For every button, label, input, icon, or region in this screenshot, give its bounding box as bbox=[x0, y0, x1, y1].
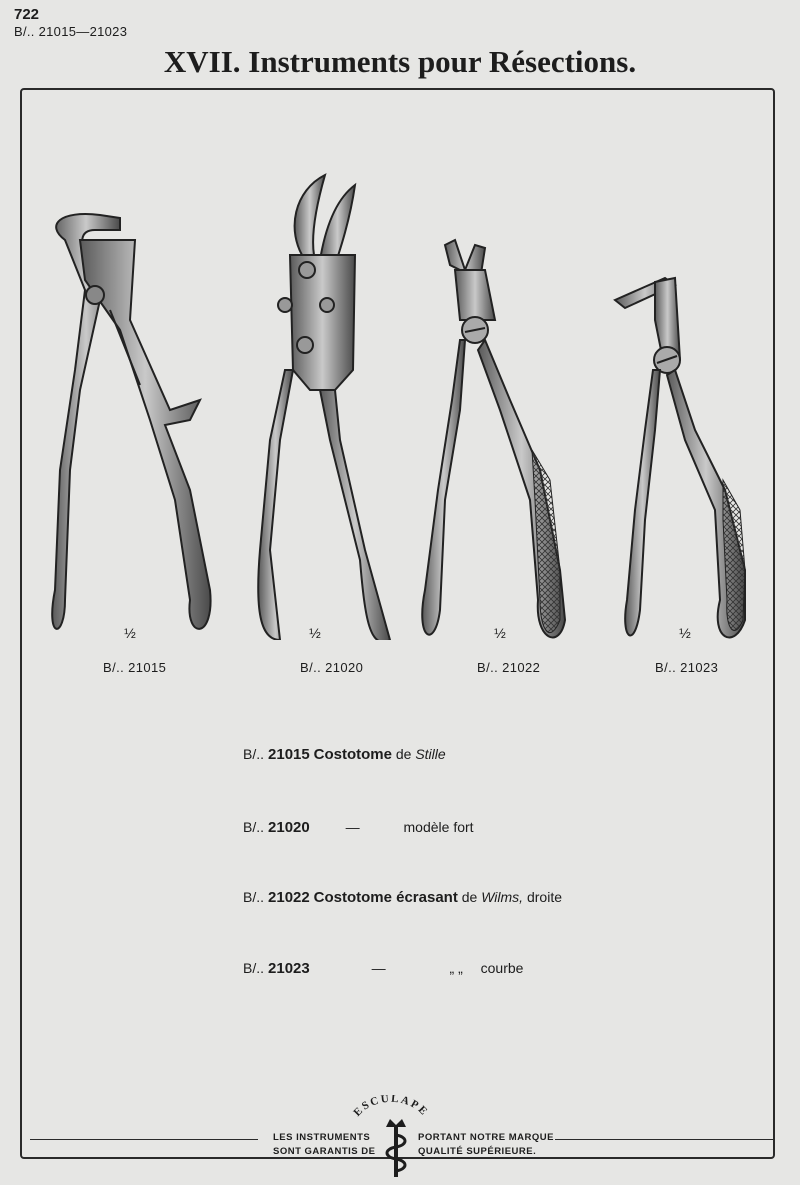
desc-suffix: courbe bbox=[480, 960, 524, 976]
footer-right-text bbox=[418, 1131, 554, 1159]
scale-label: ½ bbox=[494, 625, 506, 641]
desc-name: Costotome bbox=[313, 746, 392, 763]
desc-connector: — bbox=[371, 960, 386, 976]
desc-prefix: B/.. bbox=[243, 746, 265, 762]
desc-ditto: „ „ bbox=[449, 960, 463, 976]
instrument-21015 bbox=[40, 170, 220, 660]
desc-number: 21015 bbox=[268, 746, 310, 763]
page-number: 722 bbox=[14, 6, 40, 23]
rongeur-pliers-icon bbox=[40, 170, 220, 640]
catalog-range: B/.. 21015—21023 bbox=[14, 24, 128, 39]
staff-of-asclepius-icon bbox=[376, 1117, 416, 1179]
ref-label-21015: B/.. 21015 bbox=[103, 660, 167, 675]
desc-author: Stille bbox=[415, 746, 446, 762]
page-title: XVII. Instruments pour Résections. bbox=[163, 44, 637, 79]
footer-trademark bbox=[20, 1095, 775, 1175]
ref-label-21020: B/.. 21020 bbox=[300, 660, 364, 675]
ref-label-21023: B/.. 21023 bbox=[655, 660, 719, 675]
bone-cutter-icon bbox=[225, 170, 405, 640]
desc-number: 21020 bbox=[268, 819, 310, 836]
desc-suffix: modèle fort bbox=[403, 819, 474, 835]
description-21015 bbox=[243, 746, 446, 763]
footer-left-text bbox=[273, 1131, 375, 1159]
description-21023 bbox=[243, 960, 523, 977]
footer-right-line1: PORTANT NOTRE MARQUE bbox=[418, 1132, 554, 1143]
brand-name: ESCULAPE bbox=[351, 1095, 431, 1119]
scale-label: ½ bbox=[679, 625, 691, 641]
curved-costotome-icon bbox=[595, 170, 775, 640]
desc-name: Costotome écrasant bbox=[313, 889, 458, 906]
footer-left-line1: LES INSTRUMENTS bbox=[273, 1132, 371, 1143]
svg-text:ESCULAPE bbox=[351, 1095, 430, 1119]
desc-connector: — bbox=[345, 819, 360, 835]
footer-rule-right bbox=[555, 1139, 775, 1140]
instrument-21022 bbox=[410, 170, 590, 660]
instrument-21023 bbox=[595, 170, 775, 660]
footer-rule-left bbox=[30, 1139, 258, 1140]
desc-connector: de bbox=[461, 889, 478, 905]
desc-author: Wilms, bbox=[481, 889, 524, 905]
desc-number: 21022 bbox=[268, 889, 310, 906]
desc-connector: de bbox=[395, 746, 412, 762]
ref-label-21022: B/.. 21022 bbox=[477, 660, 541, 675]
description-21022 bbox=[243, 889, 562, 906]
scale-label: ½ bbox=[124, 625, 136, 641]
footer-left-line2: SONT GARANTIS DE bbox=[273, 1146, 376, 1157]
desc-number: 21023 bbox=[268, 960, 310, 977]
straight-costotome-icon bbox=[410, 170, 590, 640]
desc-prefix: B/.. bbox=[243, 889, 265, 905]
scale-label: ½ bbox=[309, 625, 321, 641]
instrument-21020 bbox=[225, 170, 405, 660]
desc-prefix: B/.. bbox=[243, 819, 265, 835]
desc-prefix: B/.. bbox=[243, 960, 265, 976]
desc-suffix: droite bbox=[526, 889, 562, 905]
description-21020 bbox=[243, 819, 474, 836]
footer-right-line2: QUALITÉ SUPÉRIEURE. bbox=[418, 1146, 537, 1157]
